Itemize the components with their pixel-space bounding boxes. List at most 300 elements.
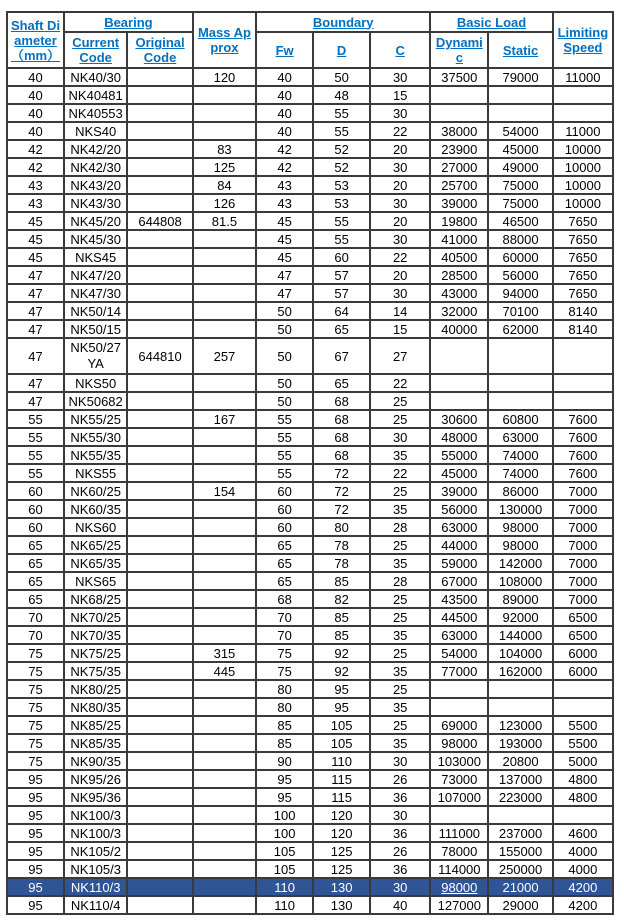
header-dynamic[interactable]: Dynami c bbox=[430, 32, 488, 68]
cell-mass[interactable] bbox=[193, 680, 256, 698]
cell-current-code[interactable] bbox=[64, 284, 127, 302]
cell-shaft-diameter[interactable] bbox=[7, 842, 64, 860]
cell-dynamic[interactable] bbox=[430, 860, 488, 878]
cell-static[interactable] bbox=[488, 806, 552, 824]
cell-original-code[interactable] bbox=[127, 590, 192, 608]
cell-dynamic[interactable] bbox=[430, 716, 488, 734]
cell-dynamic[interactable] bbox=[430, 500, 488, 518]
cell-original-code[interactable] bbox=[127, 878, 192, 896]
table-row[interactable] bbox=[7, 176, 613, 194]
table-row[interactable] bbox=[7, 554, 613, 572]
cell-limiting-speed[interactable] bbox=[553, 590, 613, 608]
cell-original-code[interactable] bbox=[127, 104, 192, 122]
cell-static[interactable] bbox=[488, 770, 552, 788]
cell-c[interactable] bbox=[370, 140, 430, 158]
cell-original-code[interactable] bbox=[127, 122, 192, 140]
cell-dynamic[interactable] bbox=[430, 554, 488, 572]
cell-c[interactable] bbox=[370, 518, 430, 536]
cell-fw[interactable] bbox=[256, 536, 313, 554]
cell-limiting-speed[interactable] bbox=[553, 194, 613, 212]
table-row[interactable] bbox=[7, 122, 613, 140]
cell-current-code[interactable] bbox=[64, 266, 127, 284]
table-row[interactable] bbox=[7, 194, 613, 212]
cell-static[interactable] bbox=[488, 104, 552, 122]
cell-d[interactable] bbox=[313, 482, 370, 500]
cell-dynamic[interactable] bbox=[430, 104, 488, 122]
cell-current-code[interactable] bbox=[64, 662, 127, 680]
cell-shaft-diameter[interactable] bbox=[7, 140, 64, 158]
cell-mass[interactable] bbox=[193, 428, 256, 446]
cell-fw[interactable] bbox=[256, 860, 313, 878]
cell-current-code[interactable] bbox=[64, 212, 127, 230]
cell-limiting-speed[interactable] bbox=[553, 824, 613, 842]
table-row[interactable] bbox=[7, 302, 613, 320]
header-mass-approx[interactable]: Mass Ap prox bbox=[193, 12, 256, 68]
cell-current-code[interactable] bbox=[64, 608, 127, 626]
cell-limiting-speed[interactable] bbox=[553, 680, 613, 698]
cell-fw[interactable] bbox=[256, 770, 313, 788]
cell-fw[interactable] bbox=[256, 248, 313, 266]
cell-dynamic[interactable] bbox=[430, 482, 488, 500]
cell-c[interactable] bbox=[370, 824, 430, 842]
cell-current-code[interactable] bbox=[64, 482, 127, 500]
cell-shaft-diameter[interactable] bbox=[7, 158, 64, 176]
cell-dynamic[interactable] bbox=[430, 464, 488, 482]
table-row[interactable] bbox=[7, 860, 613, 878]
cell-original-code[interactable] bbox=[127, 86, 192, 104]
table-row[interactable] bbox=[7, 158, 613, 176]
cell-static[interactable] bbox=[488, 572, 552, 590]
cell-d[interactable] bbox=[313, 194, 370, 212]
cell-fw[interactable] bbox=[256, 464, 313, 482]
cell-shaft-diameter[interactable] bbox=[7, 284, 64, 302]
cell-limiting-speed[interactable] bbox=[553, 500, 613, 518]
cell-d[interactable] bbox=[313, 608, 370, 626]
cell-static[interactable] bbox=[488, 734, 552, 752]
cell-mass[interactable] bbox=[193, 806, 256, 824]
cell-d[interactable] bbox=[313, 770, 370, 788]
cell-shaft-diameter[interactable] bbox=[7, 320, 64, 338]
cell-limiting-speed[interactable] bbox=[553, 806, 613, 824]
cell-limiting-speed[interactable] bbox=[553, 338, 613, 374]
cell-fw[interactable] bbox=[256, 662, 313, 680]
cell-shaft-diameter[interactable] bbox=[7, 644, 64, 662]
cell-dynamic[interactable] bbox=[430, 806, 488, 824]
cell-dynamic[interactable] bbox=[430, 338, 488, 374]
table-row[interactable] bbox=[7, 590, 613, 608]
cell-dynamic[interactable] bbox=[430, 194, 488, 212]
cell-original-code[interactable] bbox=[127, 230, 192, 248]
cell-fw[interactable] bbox=[256, 842, 313, 860]
cell-mass[interactable] bbox=[193, 752, 256, 770]
cell-current-code[interactable] bbox=[64, 176, 127, 194]
cell-original-code[interactable] bbox=[127, 248, 192, 266]
cell-limiting-speed[interactable] bbox=[553, 302, 613, 320]
cell-original-code[interactable] bbox=[127, 680, 192, 698]
cell-fw[interactable] bbox=[256, 374, 313, 392]
table-row[interactable] bbox=[7, 878, 613, 896]
cell-shaft-diameter[interactable] bbox=[7, 554, 64, 572]
cell-c[interactable] bbox=[370, 104, 430, 122]
table-row[interactable] bbox=[7, 248, 613, 266]
cell-shaft-diameter[interactable] bbox=[7, 608, 64, 626]
cell-shaft-diameter[interactable] bbox=[7, 194, 64, 212]
cell-c[interactable] bbox=[370, 500, 430, 518]
cell-static[interactable] bbox=[488, 230, 552, 248]
cell-dynamic[interactable] bbox=[430, 824, 488, 842]
cell-dynamic[interactable] bbox=[430, 536, 488, 554]
table-row[interactable] bbox=[7, 68, 613, 86]
cell-current-code[interactable] bbox=[64, 122, 127, 140]
cell-static[interactable] bbox=[488, 194, 552, 212]
cell-original-code[interactable] bbox=[127, 860, 192, 878]
cell-current-code[interactable] bbox=[64, 554, 127, 572]
header-static[interactable]: Static bbox=[488, 32, 552, 68]
cell-dynamic[interactable] bbox=[430, 842, 488, 860]
header-d[interactable]: D bbox=[313, 32, 370, 68]
cell-original-code[interactable] bbox=[127, 392, 192, 410]
cell-current-code[interactable] bbox=[64, 230, 127, 248]
table-row[interactable] bbox=[7, 608, 613, 626]
table-row[interactable] bbox=[7, 140, 613, 158]
cell-fw[interactable] bbox=[256, 194, 313, 212]
table-row[interactable] bbox=[7, 770, 613, 788]
cell-d[interactable] bbox=[313, 266, 370, 284]
cell-shaft-diameter[interactable] bbox=[7, 230, 64, 248]
cell-shaft-diameter[interactable] bbox=[7, 248, 64, 266]
cell-mass[interactable] bbox=[193, 734, 256, 752]
cell-dynamic[interactable] bbox=[430, 698, 488, 716]
header-current-code[interactable]: Current Code bbox=[64, 32, 127, 68]
cell-limiting-speed[interactable] bbox=[553, 608, 613, 626]
cell-d[interactable] bbox=[313, 374, 370, 392]
cell-current-code[interactable] bbox=[64, 392, 127, 410]
cell-limiting-speed[interactable] bbox=[553, 572, 613, 590]
cell-d[interactable] bbox=[313, 572, 370, 590]
cell-fw[interactable] bbox=[256, 572, 313, 590]
cell-original-code[interactable] bbox=[127, 158, 192, 176]
cell-shaft-diameter[interactable] bbox=[7, 446, 64, 464]
cell-dynamic[interactable] bbox=[430, 410, 488, 428]
table-row[interactable] bbox=[7, 788, 613, 806]
cell-current-code[interactable] bbox=[64, 500, 127, 518]
cell-original-code[interactable] bbox=[127, 482, 192, 500]
cell-mass[interactable] bbox=[193, 500, 256, 518]
cell-mass[interactable] bbox=[193, 392, 256, 410]
cell-static[interactable] bbox=[488, 284, 552, 302]
cell-dynamic[interactable] bbox=[430, 140, 488, 158]
table-row[interactable] bbox=[7, 734, 613, 752]
cell-original-code[interactable] bbox=[127, 644, 192, 662]
cell-fw[interactable] bbox=[256, 644, 313, 662]
cell-fw[interactable] bbox=[256, 230, 313, 248]
cell-dynamic[interactable] bbox=[430, 284, 488, 302]
cell-d[interactable] bbox=[313, 284, 370, 302]
cell-static[interactable] bbox=[488, 698, 552, 716]
table-row[interactable] bbox=[7, 464, 613, 482]
cell-mass[interactable] bbox=[193, 176, 256, 194]
cell-fw[interactable] bbox=[256, 518, 313, 536]
cell-mass[interactable] bbox=[193, 482, 256, 500]
cell-mass[interactable] bbox=[193, 68, 256, 86]
cell-static[interactable] bbox=[488, 176, 552, 194]
table-row[interactable] bbox=[7, 536, 613, 554]
cell-dynamic[interactable] bbox=[430, 590, 488, 608]
cell-c[interactable] bbox=[370, 572, 430, 590]
cell-original-code[interactable] bbox=[127, 896, 192, 914]
cell-original-code[interactable] bbox=[127, 824, 192, 842]
cell-dynamic[interactable] bbox=[430, 608, 488, 626]
cell-original-code[interactable] bbox=[127, 608, 192, 626]
cell-mass[interactable] bbox=[193, 662, 256, 680]
cell-fw[interactable] bbox=[256, 824, 313, 842]
cell-limiting-speed[interactable] bbox=[553, 482, 613, 500]
cell-limiting-speed[interactable] bbox=[553, 698, 613, 716]
cell-dynamic[interactable] bbox=[430, 752, 488, 770]
cell-static[interactable] bbox=[488, 302, 552, 320]
cell-d[interactable] bbox=[313, 212, 370, 230]
cell-d[interactable] bbox=[313, 752, 370, 770]
cell-static[interactable] bbox=[488, 464, 552, 482]
cell-limiting-speed[interactable] bbox=[553, 626, 613, 644]
cell-limiting-speed[interactable] bbox=[553, 860, 613, 878]
cell-d[interactable] bbox=[313, 680, 370, 698]
cell-shaft-diameter[interactable] bbox=[7, 680, 64, 698]
cell-fw[interactable] bbox=[256, 68, 313, 86]
cell-c[interactable] bbox=[370, 68, 430, 86]
cell-limiting-speed[interactable] bbox=[553, 536, 613, 554]
cell-c[interactable] bbox=[370, 662, 430, 680]
cell-shaft-diameter[interactable] bbox=[7, 518, 64, 536]
cell-static[interactable] bbox=[488, 158, 552, 176]
cell-shaft-diameter[interactable] bbox=[7, 662, 64, 680]
cell-current-code[interactable] bbox=[64, 734, 127, 752]
cell-shaft-diameter[interactable] bbox=[7, 806, 64, 824]
cell-static[interactable] bbox=[488, 878, 552, 896]
cell-fw[interactable] bbox=[256, 158, 313, 176]
cell-shaft-diameter[interactable] bbox=[7, 302, 64, 320]
cell-mass[interactable] bbox=[193, 896, 256, 914]
cell-mass[interactable] bbox=[193, 590, 256, 608]
cell-d[interactable] bbox=[313, 230, 370, 248]
cell-current-code[interactable] bbox=[64, 104, 127, 122]
cell-fw[interactable] bbox=[256, 896, 313, 914]
cell-shaft-diameter[interactable] bbox=[7, 824, 64, 842]
cell-c[interactable] bbox=[370, 716, 430, 734]
cell-limiting-speed[interactable] bbox=[553, 86, 613, 104]
cell-fw[interactable] bbox=[256, 752, 313, 770]
cell-fw[interactable] bbox=[256, 104, 313, 122]
cell-fw[interactable] bbox=[256, 86, 313, 104]
cell-fw[interactable] bbox=[256, 806, 313, 824]
cell-static[interactable] bbox=[488, 896, 552, 914]
cell-fw[interactable] bbox=[256, 320, 313, 338]
cell-shaft-diameter[interactable] bbox=[7, 428, 64, 446]
cell-shaft-diameter[interactable] bbox=[7, 860, 64, 878]
header-limiting-speed[interactable]: Limiting Speed bbox=[553, 12, 613, 68]
cell-fw[interactable] bbox=[256, 140, 313, 158]
cell-static[interactable] bbox=[488, 644, 552, 662]
cell-dynamic[interactable] bbox=[430, 734, 488, 752]
cell-dynamic[interactable] bbox=[430, 176, 488, 194]
cell-static[interactable] bbox=[488, 788, 552, 806]
cell-c[interactable] bbox=[370, 626, 430, 644]
cell-d[interactable] bbox=[313, 302, 370, 320]
cell-original-code[interactable] bbox=[127, 716, 192, 734]
cell-mass[interactable] bbox=[193, 284, 256, 302]
cell-static[interactable] bbox=[488, 248, 552, 266]
cell-static[interactable] bbox=[488, 536, 552, 554]
cell-fw[interactable] bbox=[256, 284, 313, 302]
cell-dynamic[interactable] bbox=[430, 248, 488, 266]
cell-current-code[interactable] bbox=[64, 194, 127, 212]
cell-d[interactable] bbox=[313, 392, 370, 410]
cell-fw[interactable] bbox=[256, 338, 313, 374]
cell-mass[interactable] bbox=[193, 518, 256, 536]
cell-mass[interactable] bbox=[193, 104, 256, 122]
cell-c[interactable] bbox=[370, 860, 430, 878]
cell-fw[interactable] bbox=[256, 176, 313, 194]
cell-c[interactable] bbox=[370, 428, 430, 446]
cell-limiting-speed[interactable] bbox=[553, 770, 613, 788]
cell-dynamic[interactable] bbox=[430, 320, 488, 338]
cell-shaft-diameter[interactable] bbox=[7, 698, 64, 716]
cell-d[interactable] bbox=[313, 536, 370, 554]
cell-fw[interactable] bbox=[256, 878, 313, 896]
cell-current-code[interactable] bbox=[64, 806, 127, 824]
cell-mass[interactable] bbox=[193, 554, 256, 572]
cell-shaft-diameter[interactable] bbox=[7, 266, 64, 284]
cell-fw[interactable] bbox=[256, 428, 313, 446]
cell-current-code[interactable] bbox=[64, 338, 127, 374]
cell-fw[interactable] bbox=[256, 500, 313, 518]
cell-d[interactable] bbox=[313, 518, 370, 536]
cell-mass[interactable] bbox=[193, 194, 256, 212]
cell-original-code[interactable] bbox=[127, 140, 192, 158]
cell-static[interactable] bbox=[488, 680, 552, 698]
cell-d[interactable] bbox=[313, 590, 370, 608]
cell-shaft-diameter[interactable] bbox=[7, 770, 64, 788]
cell-current-code[interactable] bbox=[64, 536, 127, 554]
cell-original-code[interactable] bbox=[127, 284, 192, 302]
cell-fw[interactable] bbox=[256, 122, 313, 140]
cell-shaft-diameter[interactable] bbox=[7, 122, 64, 140]
cell-limiting-speed[interactable] bbox=[553, 716, 613, 734]
cell-current-code[interactable] bbox=[64, 302, 127, 320]
cell-limiting-speed[interactable] bbox=[553, 788, 613, 806]
cell-mass[interactable] bbox=[193, 644, 256, 662]
cell-limiting-speed[interactable] bbox=[553, 752, 613, 770]
cell-d[interactable] bbox=[313, 68, 370, 86]
table-row[interactable] bbox=[7, 86, 613, 104]
cell-d[interactable] bbox=[313, 122, 370, 140]
cell-c[interactable] bbox=[370, 158, 430, 176]
cell-static[interactable] bbox=[488, 86, 552, 104]
cell-mass[interactable] bbox=[193, 122, 256, 140]
cell-c[interactable] bbox=[370, 122, 430, 140]
table-row[interactable] bbox=[7, 842, 613, 860]
cell-shaft-diameter[interactable] bbox=[7, 482, 64, 500]
table-row[interactable] bbox=[7, 698, 613, 716]
cell-shaft-diameter[interactable] bbox=[7, 626, 64, 644]
cell-current-code[interactable] bbox=[64, 140, 127, 158]
cell-static[interactable] bbox=[488, 266, 552, 284]
cell-static[interactable] bbox=[488, 338, 552, 374]
cell-d[interactable] bbox=[313, 158, 370, 176]
cell-dynamic[interactable] bbox=[430, 122, 488, 140]
table-row[interactable] bbox=[7, 104, 613, 122]
cell-current-code[interactable] bbox=[64, 842, 127, 860]
cell-original-code[interactable] bbox=[127, 806, 192, 824]
cell-d[interactable] bbox=[313, 140, 370, 158]
cell-current-code[interactable] bbox=[64, 716, 127, 734]
cell-limiting-speed[interactable] bbox=[553, 392, 613, 410]
cell-c[interactable] bbox=[370, 230, 430, 248]
cell-current-code[interactable] bbox=[64, 428, 127, 446]
cell-current-code[interactable] bbox=[64, 644, 127, 662]
table-row[interactable] bbox=[7, 212, 613, 230]
cell-limiting-speed[interactable] bbox=[553, 734, 613, 752]
cell-limiting-speed[interactable] bbox=[553, 248, 613, 266]
cell-c[interactable] bbox=[370, 752, 430, 770]
cell-dynamic[interactable] bbox=[430, 518, 488, 536]
table-row[interactable] bbox=[7, 500, 613, 518]
cell-fw[interactable] bbox=[256, 446, 313, 464]
cell-static[interactable] bbox=[488, 716, 552, 734]
cell-static[interactable] bbox=[488, 860, 552, 878]
cell-mass[interactable] bbox=[193, 266, 256, 284]
table-row[interactable] bbox=[7, 320, 613, 338]
cell-mass[interactable] bbox=[193, 86, 256, 104]
cell-limiting-speed[interactable] bbox=[553, 428, 613, 446]
cell-limiting-speed[interactable] bbox=[553, 140, 613, 158]
cell-current-code[interactable] bbox=[64, 680, 127, 698]
cell-shaft-diameter[interactable] bbox=[7, 896, 64, 914]
cell-original-code[interactable] bbox=[127, 374, 192, 392]
cell-limiting-speed[interactable] bbox=[553, 266, 613, 284]
cell-c[interactable] bbox=[370, 536, 430, 554]
cell-original-code[interactable] bbox=[127, 428, 192, 446]
cell-shaft-diameter[interactable] bbox=[7, 374, 64, 392]
table-row[interactable] bbox=[7, 680, 613, 698]
cell-original-code[interactable] bbox=[127, 194, 192, 212]
cell-mass[interactable] bbox=[193, 446, 256, 464]
cell-static[interactable] bbox=[488, 320, 552, 338]
cell-d[interactable] bbox=[313, 824, 370, 842]
cell-original-code[interactable] bbox=[127, 320, 192, 338]
cell-shaft-diameter[interactable] bbox=[7, 590, 64, 608]
cell-current-code[interactable] bbox=[64, 86, 127, 104]
cell-current-code[interactable] bbox=[64, 824, 127, 842]
table-row[interactable] bbox=[7, 410, 613, 428]
cell-original-code[interactable] bbox=[127, 212, 192, 230]
table-row[interactable] bbox=[7, 716, 613, 734]
cell-c[interactable] bbox=[370, 806, 430, 824]
cell-c[interactable] bbox=[370, 842, 430, 860]
cell-dynamic[interactable] bbox=[430, 662, 488, 680]
cell-static[interactable] bbox=[488, 482, 552, 500]
cell-shaft-diameter[interactable] bbox=[7, 734, 64, 752]
table-row[interactable] bbox=[7, 284, 613, 302]
cell-original-code[interactable] bbox=[127, 698, 192, 716]
cell-current-code[interactable] bbox=[64, 464, 127, 482]
cell-shaft-diameter[interactable] bbox=[7, 878, 64, 896]
cell-mass[interactable] bbox=[193, 572, 256, 590]
table-row[interactable] bbox=[7, 338, 613, 374]
cell-limiting-speed[interactable] bbox=[553, 464, 613, 482]
cell-c[interactable] bbox=[370, 374, 430, 392]
cell-d[interactable] bbox=[313, 896, 370, 914]
